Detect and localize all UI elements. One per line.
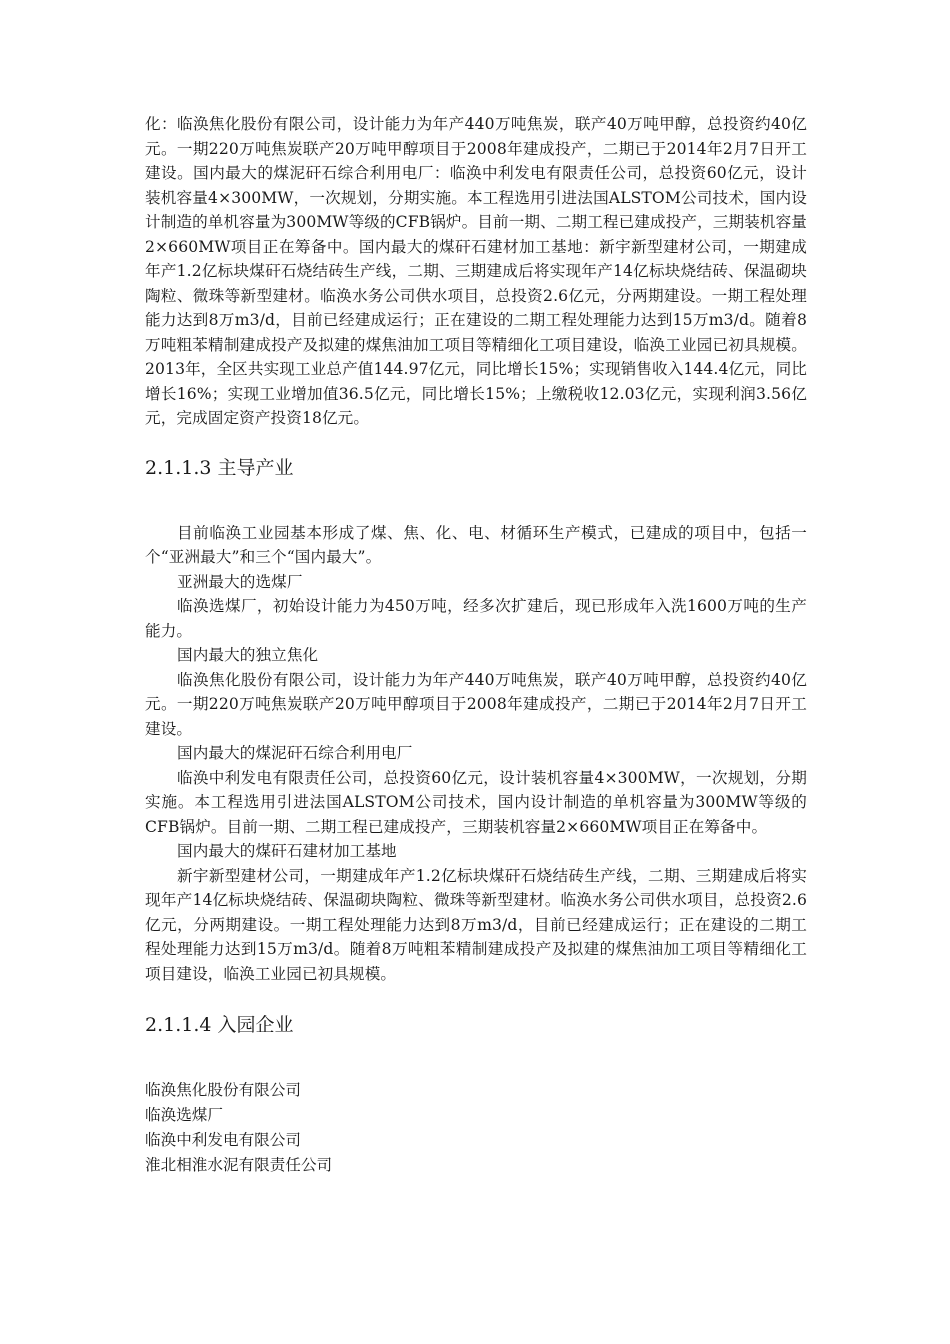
document-page xyxy=(145,112,807,1178)
item-body: 临涣中利发电有限责任公司，总投资60亿元，设计装机容量4×300MW，一次规划，分期实施。本工程选用引进法国ALSTOM公司技术，国内设计制造的单机容量为300MW等级的CFB锅炉。目前一期、二期工程已建成投产，三期装机容量2×660MW项目正在筹备中。 xyxy=(145,768,807,836)
section-heading-2-1-1-3: 2.1.1.3 主导产业 xyxy=(145,456,294,479)
item-body: 临涣焦化股份有限公司，设计能力为年产440万吨焦炭，联产40万吨甲醇，总投资约40亿元。一期220万吨焦炭联产20万吨甲醇项目于2008年建成投产，二期已于2014年2月7日开工建设。 xyxy=(145,670,807,738)
item-body: 新宇新型建材公司，一期建成年产1.2亿标块煤矸石烧结砖生产线，二期、三期建成后将实现年产14亿标块烧结砖、保温砌块陶粒、微珠等新型建材。临涣水务公司供水项目，总投资2.6亿元，分两期建设。一期工程处理能力达到8万m3/d，目前已经建成运行；正在建设的二期工程处理能力达到15万m3/d。随着8万吨粗苯精制建成投产及拟建的煤焦油加工项目等精细化工项目建设，临涣工业园已初具规模。 xyxy=(145,866,807,983)
company-list-item: 临涣中利发电有限公司 xyxy=(145,1131,301,1149)
item-body: 临涣选煤厂，初始设计能力为450万吨，经多次扩建后，现已形成年入洗1600万吨的生产能力。 xyxy=(145,597,807,640)
item-title: 亚洲最大的选煤厂 xyxy=(177,572,303,591)
intro-paragraph: 化：临涣焦化股份有限公司，设计能力为年产440万吨焦炭，联产40万吨甲醇，总投资约40亿元。一期220万吨焦炭联产20万吨甲醇项目于2008年建成投产，二期已于2014年2月7日开工建设。国内最大的煤泥矸石综合利用电厂：临涣中利发电有限责任公司，总投资60亿元，设计装机容量4×300MW，一次规划，分期实施。本工程选用引进法国ALSTOM公司技术，国内设计制造的单机容量为300MW等级的CFB锅炉。目前一期、二期工程已建成投产，三期装机容量2×660MW项目正在筹备中。国内最大的煤矸石建材加工基地：新宇新型建材公司，一期建成年产1.2亿标块煤矸石烧结砖生产线，二期、三期建成后将实现年产14亿标块烧结砖、保温砌块陶粒、微珠等新型建材。临涣水务公司供水项目，总投资2.6亿元，分两期建设。一期工程处理能力达到8万m3/d，目前已经建成运行；正在建设的二期工程处理能力达到15万m3/d。随着8万吨粗苯精制建成投产及拟建的煤焦油加工项目等精细化工项目建设，临涣工业园已初具规模。2013年，全区共实现工业总产值144.97亿元，同比增长15%；实现销售收入144.4亿元，同比增长16%；实现工业增加值36.5亿元，同比增长15%；上缴税收12.03亿元，实现利润3.56亿元，完成固定资产投资18亿元。 xyxy=(145,115,807,427)
item-title: 国内最大的煤矸石建材加工基地 xyxy=(177,842,397,860)
section-body-leading-industries xyxy=(145,521,807,987)
company-list-item: 临涣选煤厂 xyxy=(145,1106,223,1124)
company-list xyxy=(145,1078,807,1178)
section-heading-2-1-1-4: 2.1.1.4 入园企业 xyxy=(145,1014,294,1036)
item-title: 国内最大的煤泥矸石综合利用电厂 xyxy=(177,744,413,762)
company-list-item: 临涣焦化股份有限公司 xyxy=(145,1081,301,1099)
section-lead-paragraph: 目前临涣工业园基本形成了煤、焦、化、电、材循环生产模式，已建成的项目中，包括一个“亚洲最大”和三个“国内最大”。 xyxy=(145,523,807,566)
company-list-item: 淮北相淮水泥有限责任公司 xyxy=(145,1156,333,1174)
item-title: 国内最大的独立焦化 xyxy=(177,646,319,664)
